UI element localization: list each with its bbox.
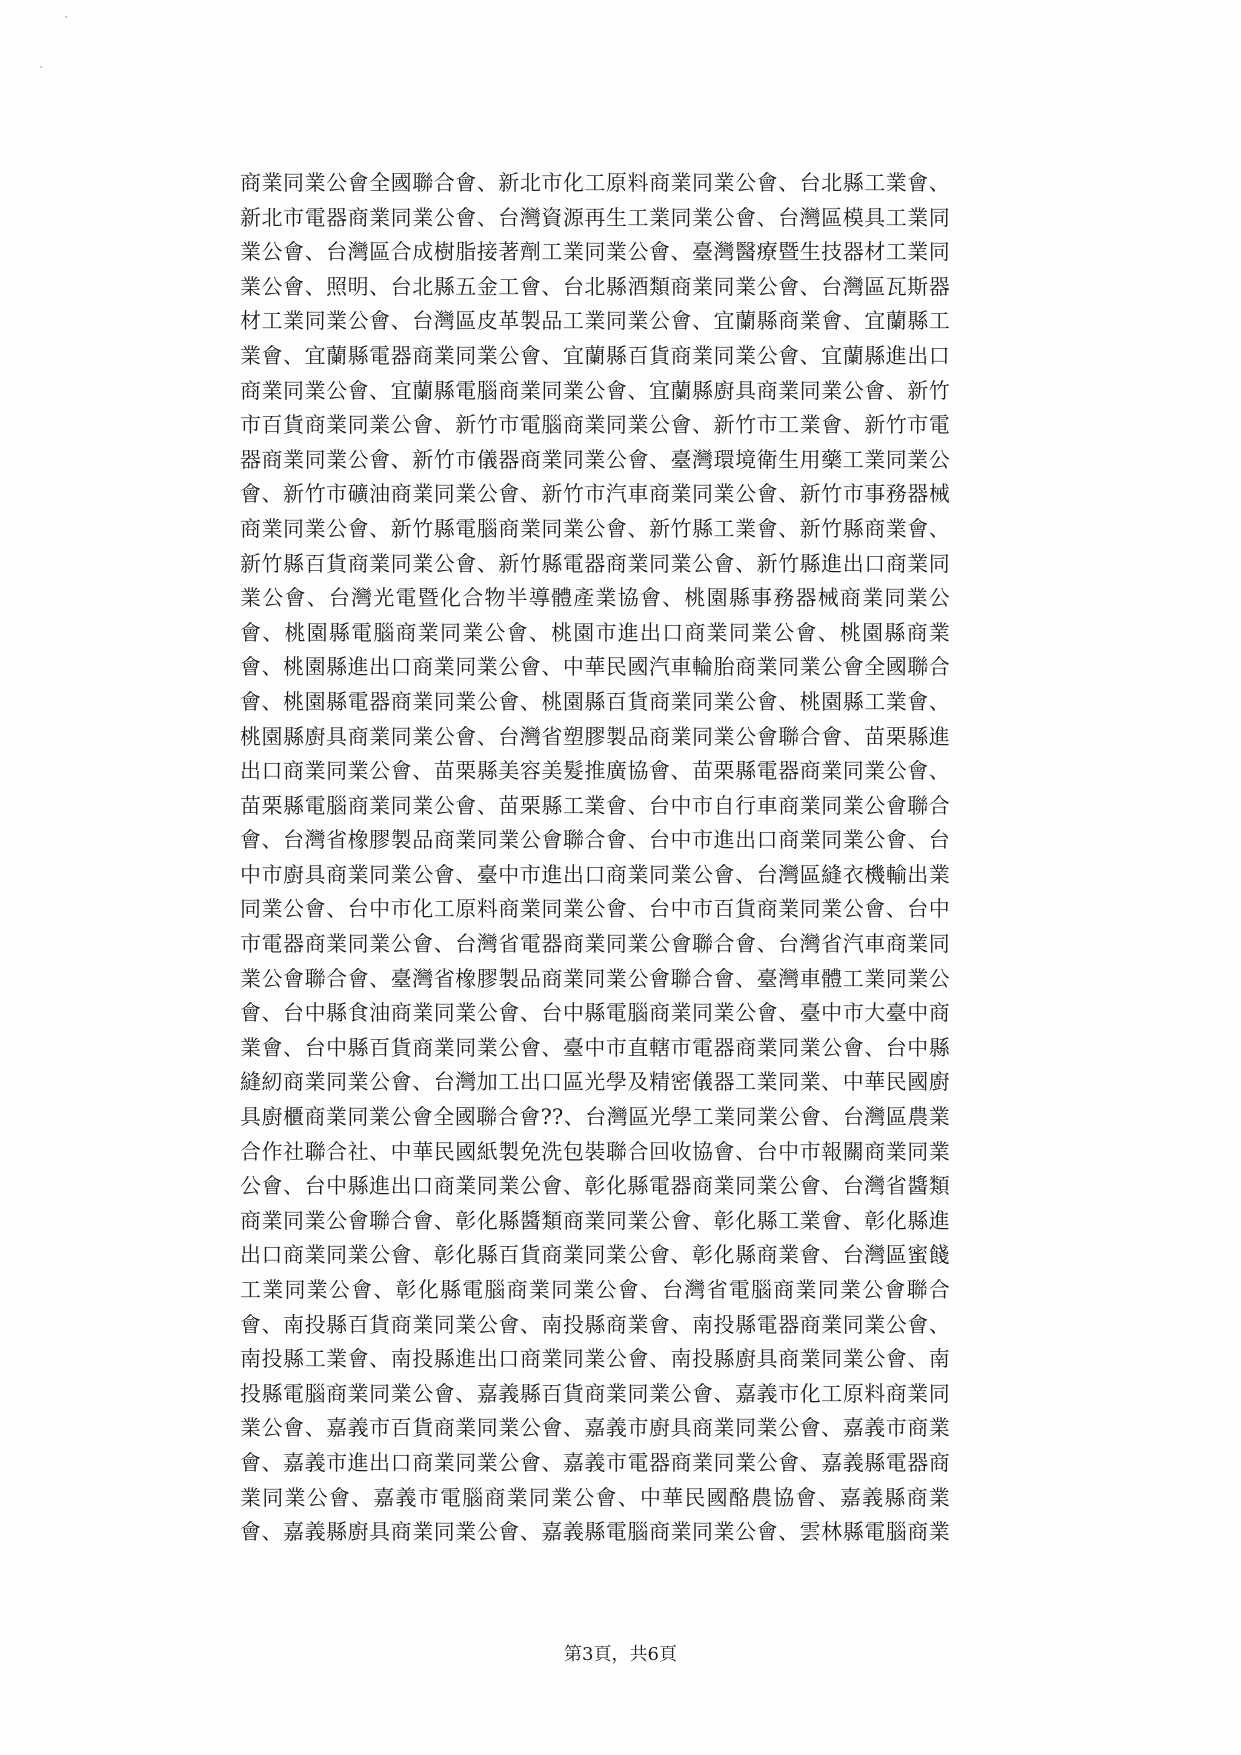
text-line: 會、台中縣食油商業同業公會、台中縣電腦商業同業公會、臺中市大臺中商 [240, 1001, 950, 1026]
text-line: 縫紉商業同業公會、台灣加工出口區光學及精密儀器工業同業、中華民國廚 [240, 1070, 950, 1095]
text-line: 業公會聯合會、臺灣省橡膠製品商業同業公會聯合會、臺灣車體工業同業公 [240, 966, 950, 991]
text-line: 會、桃園縣電器商業同業公會、桃園縣百貨商業同業公會、桃園縣工業會、 [240, 689, 950, 714]
text-line: 會、台灣省橡膠製品商業同業公會聯合會、台中市進出口商業同業公會、台 [240, 828, 950, 853]
text-line: 會、南投縣百貨商業同業公會、南投縣商業會、南投縣電器商業同業公會、 [240, 1312, 950, 1337]
text-line: 會、桃園縣電腦商業同業公會、桃園市進出口商業同業公會、桃園縣商業 [240, 620, 950, 645]
text-line: 桃園縣廚具商業同業公會、台灣省塑膠製品商業同業公會聯合會、苗栗縣進 [240, 724, 950, 749]
text-line: 材工業同業公會、台灣區皮革製品工業同業公會、宜蘭縣商業會、宜蘭縣工 [240, 309, 950, 334]
text-line: 器商業同業公會、新竹市儀器商業同業公會、臺灣環境衛生用藥工業同業公 [240, 447, 950, 472]
text-line: 業同業公會、嘉義市電腦商業同業公會、中華民國酪農協會、嘉義縣商業 [240, 1485, 950, 1510]
text-line: 會、桃園縣進出口商業同業公會、中華民國汽車輪胎商業同業公會全國聯合 [240, 655, 950, 680]
text-line: 業公會、嘉義市百貨商業同業公會、嘉義市廚具商業同業公會、嘉義市商業 [240, 1416, 950, 1441]
text-line: 商業同業公會、新竹縣電腦商業同業公會、新竹縣工業會、新竹縣商業會、 [240, 516, 950, 541]
text-line: 會、嘉義市進出口商業同業公會、嘉義市電器商業同業公會、嘉義縣電器商 [240, 1450, 950, 1475]
text-line: 商業同業公會、宜蘭縣電腦商業同業公會、宜蘭縣廚具商業同業公會、新竹 [240, 378, 950, 403]
text-line: 出口商業同業公會、彰化縣百貨商業同業公會、彰化縣商業會、台灣區蜜餞 [240, 1243, 950, 1268]
text-line: 會、嘉義縣廚具商業同業公會、嘉義縣電腦商業同業公會、雲林縣電腦商業 [240, 1520, 950, 1545]
text-line: 出口商業同業公會、苗栗縣美容美髮推廣協會、苗栗縣電器商業同業公會、 [240, 759, 950, 784]
text-line: 商業同業公會全國聯合會、新北市化工原料商業同業公會、台北縣工業會、 [240, 171, 950, 195]
text-line: 業公會、台灣光電暨化合物半導體產業協會、桃園縣事務器械商業同業公 [240, 586, 950, 611]
text-line: 新竹縣百貨商業同業公會、新竹縣電器商業同業公會、新竹縣進出口商業同 [240, 551, 950, 576]
text-line: 市電器商業同業公會、台灣省電器商業同業公會聯合會、台灣省汽車商業同 [240, 932, 950, 957]
text-line: 市百貨商業同業公會、新竹市電腦商業同業公會、新竹市工業會、新竹市電 [240, 413, 950, 438]
text-line: 中市廚具商業同業公會、臺中市進出口商業同業公會、台灣區縫衣機輸出業 [240, 862, 950, 887]
text-line: 同業公會、台中市化工原料商業同業公會、台中市百貨商業同業公會、台中 [240, 897, 950, 922]
text-line: 商業同業公會聯合會、彰化縣醬類商業同業公會、彰化縣工業會、彰化縣進 [240, 1208, 950, 1233]
text-line: 南投縣工業會、南投縣進出口商業同業公會、南投縣廚具商業同業公會、南 [240, 1347, 950, 1372]
scan-speck [40, 66, 42, 68]
text-line: 具廚櫃商業同業公會全國聯合會??、台灣區光學工業同業公會、台灣區農業 [240, 1105, 950, 1130]
scan-speck [65, 16, 67, 18]
text-line: 業公會、台灣區合成樹脂接著劑工業同業公會、臺灣醫療暨生技器材工業同 [240, 240, 950, 265]
page-number: 第3頁，共6頁 [564, 1644, 677, 1665]
text-line: 苗栗縣電腦商業同業公會、苗栗縣工業會、台中市自行車商業同業公會聯合 [240, 793, 950, 818]
text-line: 合作社聯合社、中華民國紙製免洗包裝聯合回收協會、台中市報關商業同業 [240, 1139, 950, 1164]
text-line: 工業同業公會、彰化縣電腦商業同業公會、台灣省電腦商業同業公會聯合 [240, 1278, 950, 1302]
text-line: 公會、台中縣進出口商業同業公會、彰化縣電器商業同業公會、台灣省醬類 [240, 1174, 950, 1199]
text-line: 業公會、照明、台北縣五金工會、台北縣酒類商業同業公會、台灣區瓦斯器 [240, 274, 950, 299]
text-line: 投縣電腦商業同業公會、嘉義縣百貨商業同業公會、嘉義市化工原料商業同 [240, 1381, 950, 1406]
text-line: 新北市電器商業同業公會、台灣資源再生工業同業公會、台灣區模具工業同 [240, 205, 950, 230]
text-line: 業會、宜蘭縣電器商業同業公會、宜蘭縣百貨商業同業公會、宜蘭縣進出口 [240, 343, 950, 368]
text-line: 業會、台中縣百貨商業同業公會、臺中市直轄市電器商業同業公會、台中縣 [240, 1035, 950, 1060]
text-line: 會、新竹市礦油商業同業公會、新竹市汽車商業同業公會、新竹市事務器械 [240, 482, 950, 507]
body-text [240, 166, 950, 1550]
